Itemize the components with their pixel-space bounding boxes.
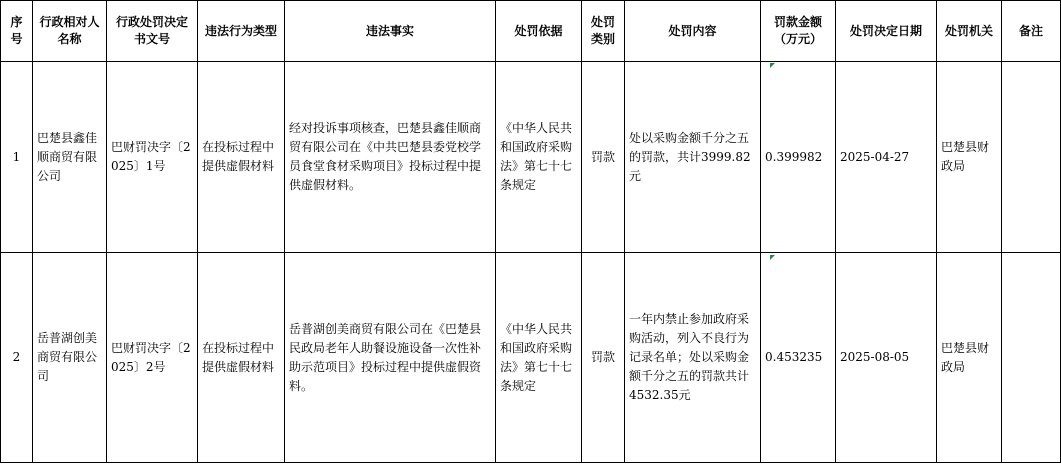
header-party: 行政相对人名称: [33, 1, 107, 62]
cell-basis: 《中华人民共和国政府采购法》第七十七条规定: [496, 62, 582, 253]
cell-facts: 岳普湖创美商贸有限公司在《巴楚县民政局老年人助餐设施设备一次性补助示范项目》投标过程中提供虚假资料。: [285, 253, 496, 463]
cell-party: 岳普湖创美商贸有限公司: [33, 253, 107, 463]
cell-violation-type: 在投标过程中提供虚假材料: [198, 253, 285, 463]
cell-facts: 经对投诉事项核查，巴楚县鑫佳顺商贸有限公司在《中共巴楚县委党校学员食堂食材采购项目》投标过程中提供虚假材料。: [285, 62, 496, 253]
cell-date: 2025-04-27: [836, 62, 937, 253]
cell-remark: [1002, 62, 1061, 253]
cell-party: 巴楚县鑫佳顺商贸有限公司: [33, 62, 107, 253]
cell-content: 一年内禁止参加政府采购活动，列入不良行为记录名单；处以采购金额千分之五的罚款共计4532.35元: [625, 253, 761, 463]
cell-date: 2025-08-05: [836, 253, 937, 463]
header-doc-no: 行政处罚决定书文号: [107, 1, 198, 62]
cell-category: 罚款: [582, 253, 625, 463]
cell-category: 罚款: [582, 62, 625, 253]
header-remark: 备注: [1002, 1, 1061, 62]
cell-seq: 1: [1, 62, 33, 253]
cell-doc-no: 巴财罚决字〔2025〕2号: [107, 253, 198, 463]
cell-remark: [1002, 253, 1061, 463]
header-authority: 处罚机关: [937, 1, 1002, 62]
cell-authority: 巴楚县财政局: [937, 253, 1002, 463]
header-amount: 罚款金额（万元）: [761, 1, 836, 62]
cell-seq: 2: [1, 253, 33, 463]
cell-violation-type: 在投标过程中提供虚假材料: [198, 62, 285, 253]
header-seq: 序号: [1, 1, 33, 62]
cell-amount: 0.399982: [761, 62, 836, 253]
cell-doc-no: 巴财罚决字〔2025〕1号: [107, 62, 198, 253]
cell-basis: 《中华人民共和国政府采购法》第七十七条规定: [496, 253, 582, 463]
cell-content: 处以采购金额千分之五的罚款，共计3999.82元: [625, 62, 761, 253]
header-row: [1, 1, 1061, 62]
header-basis: 处罚依据: [496, 1, 582, 62]
header-violation-type: 违法行为类型: [198, 1, 285, 62]
header-content: 处罚内容: [625, 1, 761, 62]
table-row: [1, 253, 1061, 463]
header-date: 处罚决定日期: [836, 1, 937, 62]
cell-authority: 巴楚县财政局: [937, 62, 1002, 253]
cell-amount: 0.453235: [761, 253, 836, 463]
cell-comment-marker: [770, 255, 775, 260]
header-facts: 违法事实: [285, 1, 496, 62]
cell-comment-marker: [770, 63, 775, 68]
table-row: [1, 62, 1061, 253]
header-category: 处罚类别: [582, 1, 625, 62]
